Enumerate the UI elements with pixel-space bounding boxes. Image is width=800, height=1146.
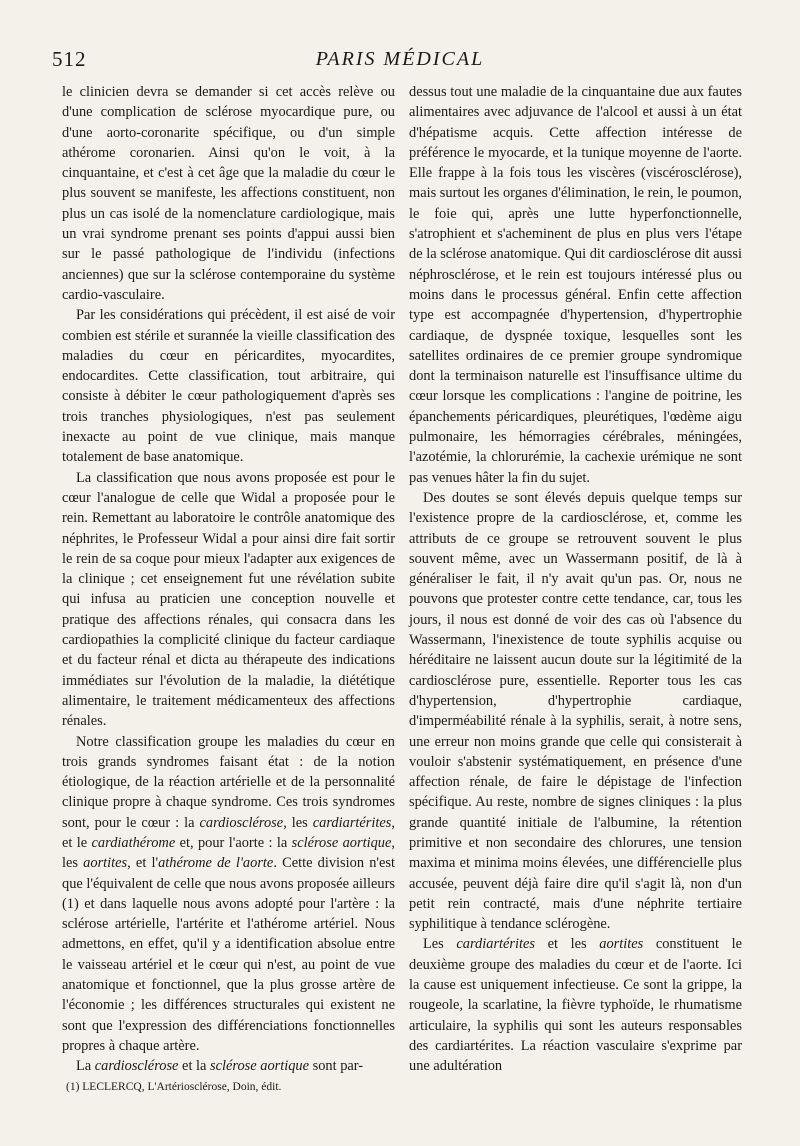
text-columns bbox=[62, 82, 742, 1095]
footnote: (1) LECLERCQ, L'Artériosclérose, Doin, édit. bbox=[66, 1080, 282, 1093]
italic-term: aortites bbox=[599, 936, 644, 953]
italic-term: cardiartérites bbox=[312, 814, 392, 831]
paragraph: La cardiosclérose et la sclérose aortique sont par- bbox=[76, 1058, 364, 1075]
italic-term: cardiosclérose bbox=[199, 814, 284, 831]
italic-term: sclérose aortique bbox=[291, 834, 392, 851]
italic-term: cardiosclérose bbox=[94, 1058, 179, 1075]
italic-term: athérome de l'aorte bbox=[158, 855, 274, 872]
paragraph: La classification que nous avons proposée est pour le cœur l'analogue de celle que Widal a proposée pour le rein. Remettant au laboratoire le contrôle anatomique des néphrites, le Professeur Widal a pour ainsi dire fait sortir le rein de sa coque pour mieux l'adapter aux exigences de la clinique ; cet enseignement fut une révélation subite qui infusa au praticien une conception nouvelle et pratique des affections rénales, qui consacra dans les cardiopathies la complicité clinique du facteur cardiaque et du facteur rénal et dicta au thérapeute des indications immédiates sur l'évolution de la maladie, la diététique alimentaire, le traitement médicamenteux des affections rénales. bbox=[62, 469, 395, 730]
page-header bbox=[52, 47, 748, 77]
paragraph: Notre classification groupe les maladies du cœur en trois grands syndromes faisant état : de la notion étiologique, de la réaction artérielle et de la personnalité clinique propre à chaque syndrome. Ces trois syndromes sont, pour le cœur : la cardiosclérose, les cardiartérites, et le cardiathérome et, pour l'aorte : la sclérose aortique, les aortites, et l'athérome de l'aorte. Cette division n'est que l'équivalent de celle que nous avons proposée ailleurs (1) et dans laquelle nous avons adopté pour l'artère : la sclérose artérielle, l'artérite et l'athérome artériel. Nous admettons, en effet, qu'il y a identification absolue entre le vaisseau artériel et le cœur qui n'est, au point de vue anatomique et fonctionnel, que la plus grosse artère de l'économie ; les différences structurales qui existent ne sont que l'expression des différenciations fonctionnelles propres à chaque artère. bbox=[62, 733, 395, 1054]
italic-term: aortites bbox=[83, 855, 128, 872]
paragraph: le clinicien devra se demander si cet accès relève ou d'une complication de sclérose myocardique pure, ou d'une aorto-coronarite spécifique, ou d'un simple athérome coronarien. Ainsi qu'on le voit, à la cinquantaine, et c'est à cet âge que la maladie du cœur le plus souvent se manifeste, les affections constituent, non plus un cas isolé de la nomenclature cardiologique, mais un vrai syndrome prenant ses points d'appui aussi bien sur le passé pathologique de l'individu (infections anciennes) que sur la sclérose contemporaine du système cardio-vasculaire. bbox=[62, 84, 395, 303]
paragraph: Par les considérations qui précèdent, il est aisé de voir combien est stérile et surannée la vieille classification des maladies du cœur en péricardites, myocardites, endocardites. Cette classification, tout arbitraire, qui consiste à débiter le cœur pathologiquement d'après ses trois tranches physiologiques, n'est pas seulement inexacte au point de vue clinique, mais manque totalement de base anatomique. bbox=[62, 307, 395, 466]
paragraph: Des doutes se sont élevés depuis quelque temps sur l'existence propre de la cardiosclérose, et, comme les attributs de ce groupe se retrouvent souvent le plus souvent même, avec un Wassermann positif, de là à généraliser le fait, il n'y avait qu'un pas. Or, nous ne pouvons que protester contre cette tendance, car, tous les jours, il nous est donné de voir des cas où l'absence du Wassermann, l'inexistence de toute syphilis acquise ou héréditaire ne laissent aucun doute sur la légitimité de la cardiosclérose pure, essentielle. Reporter tous les cas d'hypertension, d'hypertrophie cardiaque, d'imperméabilité rénale à la syphilis, serait, à notre sens, une erreur non moins grande que celle qui consisterait à vouloir s'abstenir systématiquement, en présence d'une affection rénale, de faire le dépistage de l'infection spécifique. Au reste, nombre de signes cliniques : la plus grande quantité initiale de l'albumine, la rétention primitive et non secondaire des chlorures, une tension maxima et minima moins élevées, une différencielle plus accusée, peuvent déjà faire dire qu'il s'agit là, non d'un petit rein contracté, mais d'une néphrite tertiaire syphilitique à tendance sclérogène. bbox=[409, 489, 742, 933]
italic-term: cardiartérites bbox=[456, 936, 536, 953]
italic-term: cardiathérome bbox=[91, 834, 176, 851]
right-column bbox=[409, 82, 742, 1095]
italic-term: sclérose aortique bbox=[210, 1058, 310, 1075]
left-column bbox=[62, 82, 395, 1095]
paragraph: dessus tout une maladie de la cinquantaine due aux fautes alimentaires avec adjuvance de l'alcool et aussi à un état d'hépatisme acquis. Cette affection intéresse de préférence le myocarde, et la tunique moyenne de l'aorte. Elle frappe à la fois tous les viscères (viscérosclérose), mais surtout les organes d'élimination, le rein, le poumon, le foie qui, après une lutte hyperfonctionnelle, s'atrophient et s'acheminent de plus en plus vers l'étape de la sclérose anatomique. Qui dit cardiosclérose dit aussi néphrosclérose, et le rein est toujours intéressé plus ou moins dans le processus général. Enfin cette affection type est accompagnée d'hypertension, d'hypertrophie cardiaque, de dyspnée toxique, lesquelles sont les satellites ordinaires de ce premier groupe syndromique dont la terminaison naturelle est l'insuffisance ultime du cœur lorsque les complications : l'angine de poitrine, les épanchements péricardiques, pleurétiques, l'œdème aigu pulmonaire, les hémorragies cérébrales, méningées, l'azotémie, la chlorurémie, la cachexie urémique ne sont pas venues hâter la fin du sujet. bbox=[409, 84, 742, 486]
page-number: 512 bbox=[52, 47, 87, 71]
paragraph: Les cardiartérites et les aortites constituent le deuxième groupe des maladies du cœur et de l'aorte. Ici la cause est uniquement infectieuse. Ce sont la grippe, la rougeole, la scarlatine, la fièvre typhoïde, le rhumatisme articulaire, la syphilis qui sont les auteurs responsables des cardiartérites. La réaction vasculaire s'exprime par une adultération bbox=[409, 936, 743, 1075]
journal-title: PARIS MÉDICAL bbox=[315, 48, 485, 70]
